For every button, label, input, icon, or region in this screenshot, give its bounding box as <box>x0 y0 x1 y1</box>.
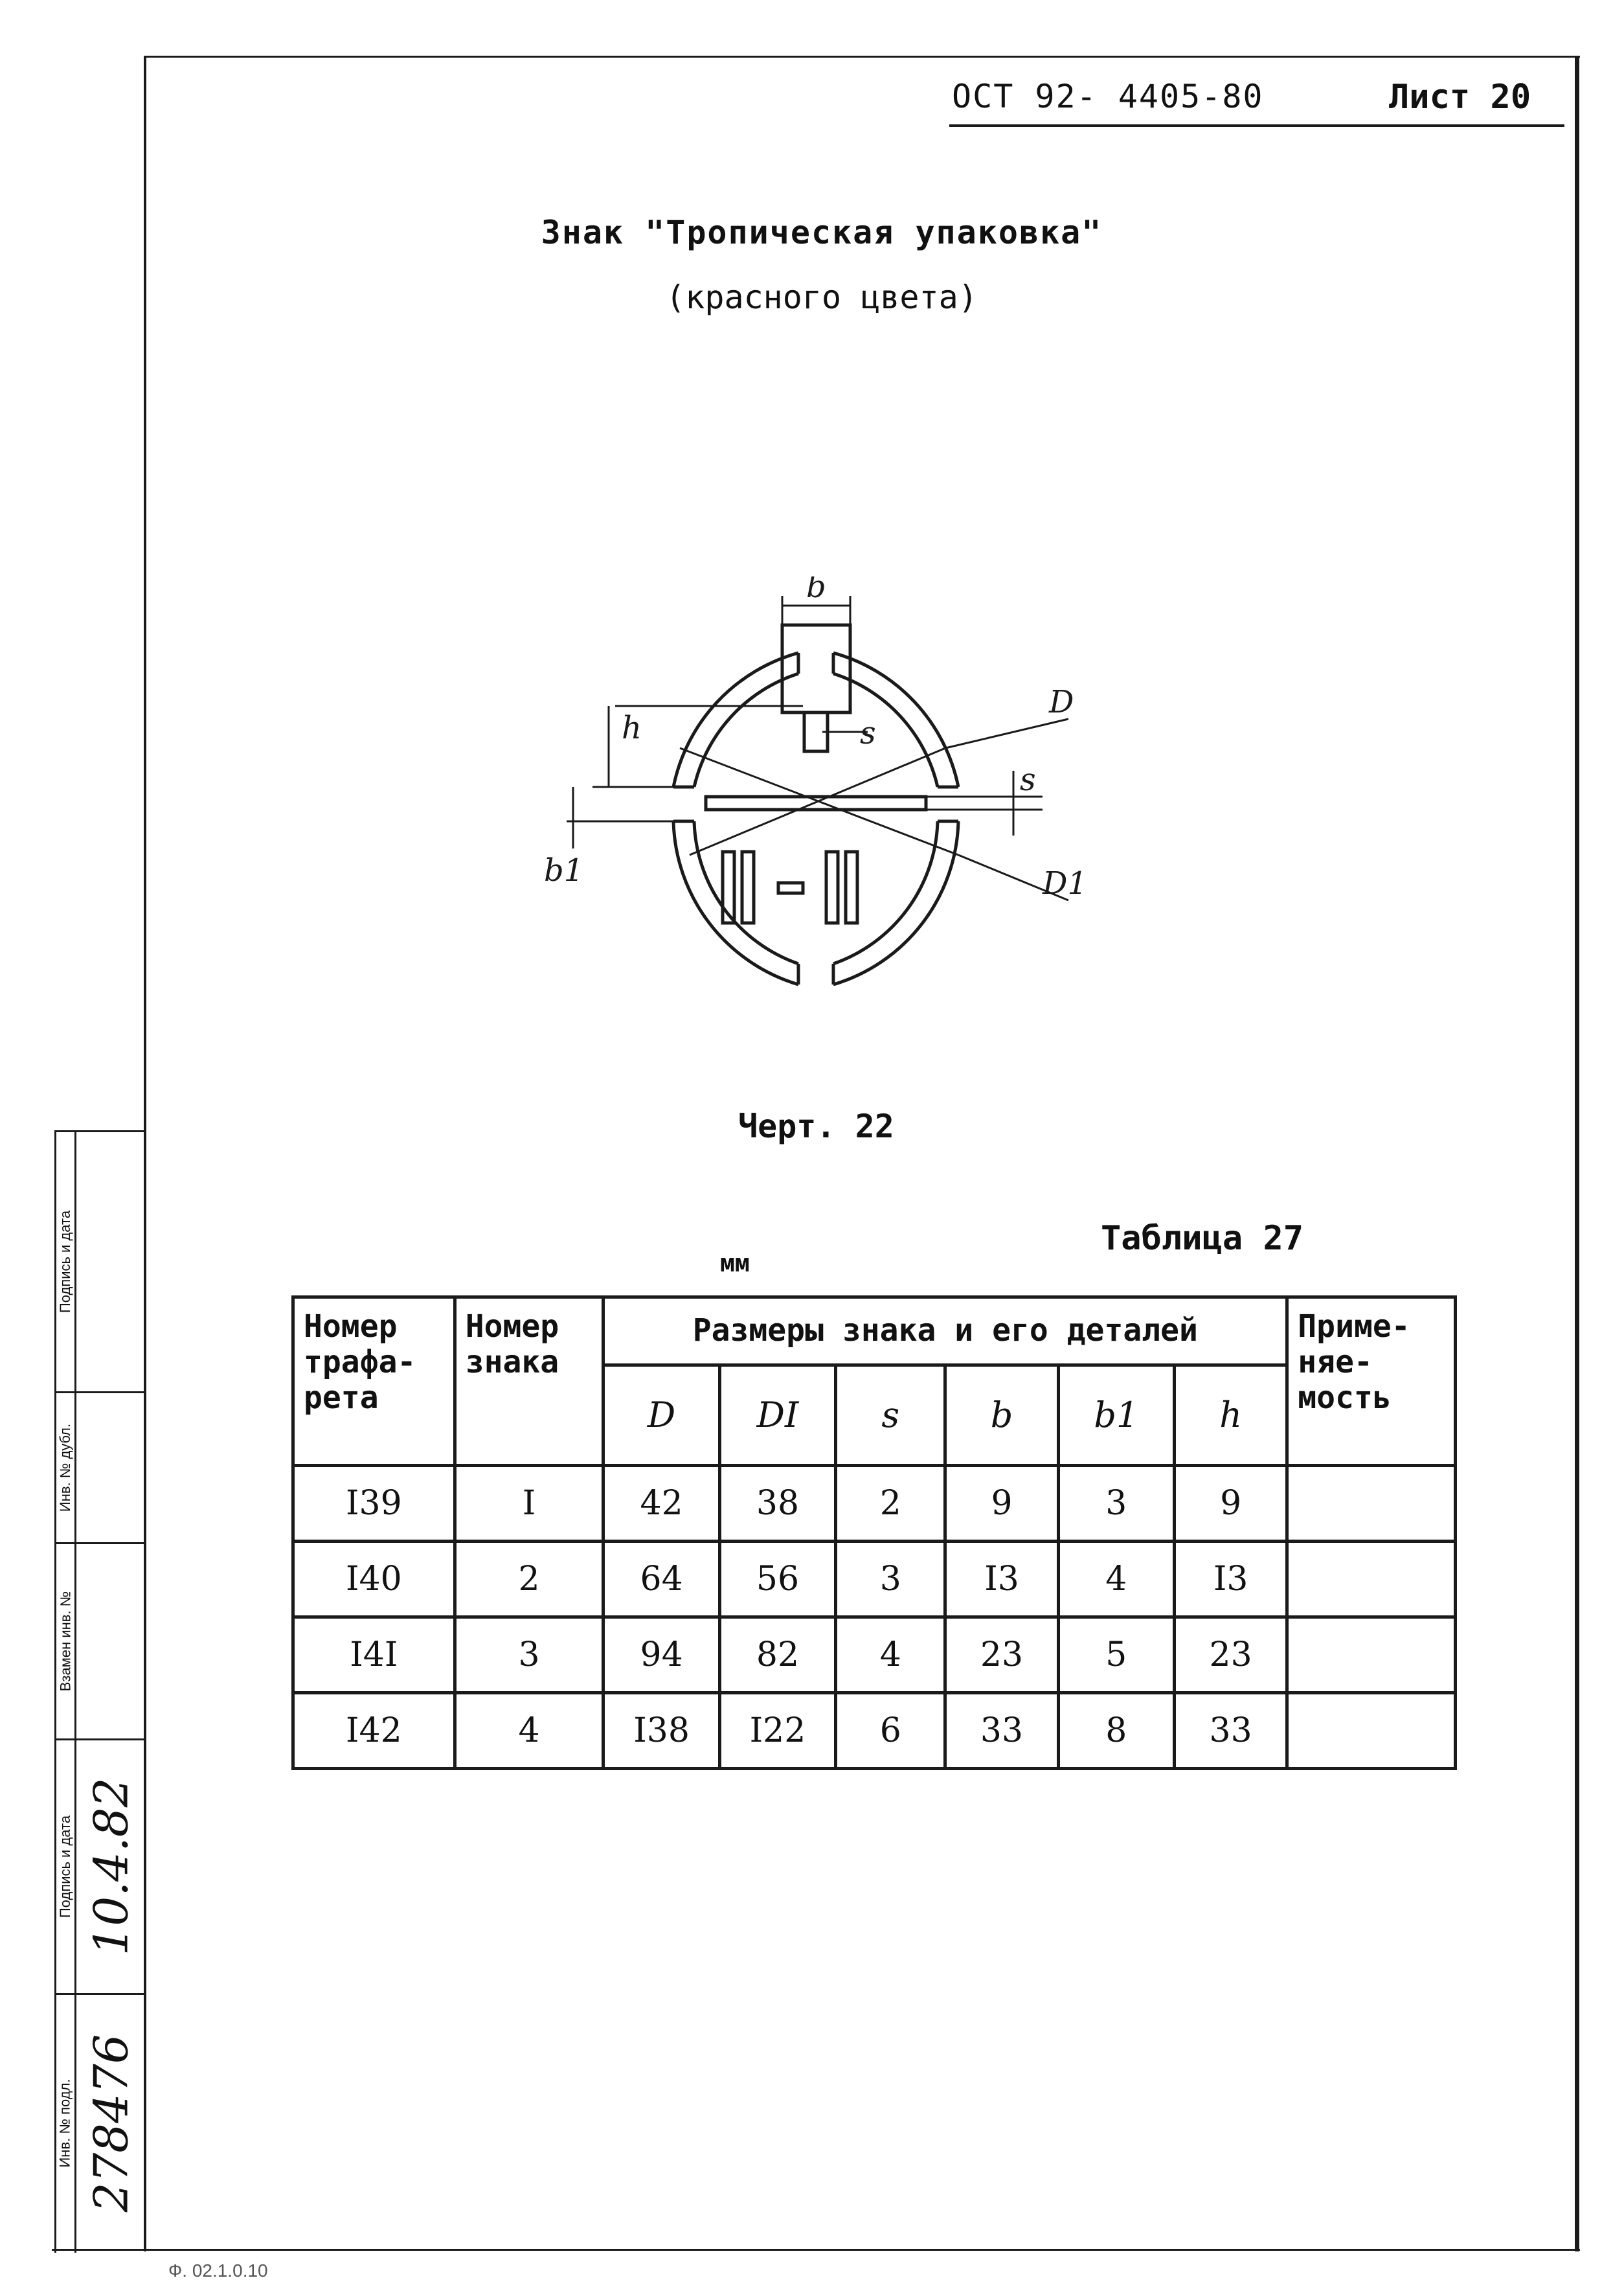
label-D: D <box>1049 684 1074 720</box>
cell-b1: 5 <box>1058 1617 1174 1693</box>
document-code: ОСТ 92- 4405-80 <box>952 78 1264 115</box>
stamp-label-replace: Взамен инв. № <box>57 1591 74 1692</box>
page-title: Знак "Тропическая упаковка" <box>541 214 1103 251</box>
cell-b1: 3 <box>1058 1466 1174 1542</box>
cell-h: 9 <box>1174 1466 1287 1542</box>
cell-b: 33 <box>945 1693 1058 1769</box>
figure-caption: Черт. 22 <box>738 1108 894 1145</box>
label-h: h <box>622 710 642 746</box>
col-b1-header: b1 <box>1058 1365 1174 1466</box>
cell-D1: I22 <box>719 1693 835 1769</box>
col-applicability-header: Приме- няе- мость <box>1287 1297 1456 1466</box>
ring-outer-upper-left <box>673 653 798 787</box>
col-h-header: h <box>1174 1365 1287 1466</box>
cell-b1: 8 <box>1058 1693 1174 1769</box>
cell-D: 94 <box>603 1617 719 1693</box>
table-row <box>293 1617 1456 1693</box>
col-s-header: s <box>836 1365 945 1466</box>
frame-right-border <box>1575 56 1579 2251</box>
label-s: s <box>860 715 876 751</box>
cell-s: 6 <box>836 1693 945 1769</box>
cell-s: 2 <box>836 1466 945 1542</box>
stamp-sign-date-value: 10.4.82 <box>84 1777 139 1956</box>
stamp-orig-value: 278476 <box>84 2034 139 2212</box>
ring-outer-lower-right <box>833 821 958 985</box>
table-row <box>293 1466 1456 1542</box>
cell-D1: 56 <box>719 1542 835 1617</box>
dimensions-table <box>291 1295 1457 1770</box>
sign-drawing-svg <box>531 576 1114 1030</box>
margin-stamp-block <box>54 1130 146 2253</box>
col-D1-header: DI <box>719 1365 835 1466</box>
cell-h: 23 <box>1174 1617 1287 1693</box>
stamp-label-sign-date-top: Подпись и дата <box>57 1210 74 1314</box>
cell-sign: I <box>455 1466 603 1542</box>
stamp-label-orig: Инв. № подл. <box>57 2078 74 2168</box>
frame-bottom-border <box>52 2249 1580 2251</box>
cell-stencil: I42 <box>293 1693 455 1769</box>
cell-h: 33 <box>1174 1693 1287 1769</box>
cell-applicability <box>1287 1693 1456 1769</box>
cell-D1: 82 <box>719 1617 835 1693</box>
cell-b: 9 <box>945 1466 1058 1542</box>
cell-applicability <box>1287 1617 1456 1693</box>
col-dimensions-group-header: Размеры знака и его деталей <box>603 1297 1287 1365</box>
cell-b: I3 <box>945 1542 1058 1617</box>
label-b: b <box>806 576 826 605</box>
stamp-label-sign-date: Подпись и дата <box>57 1815 74 1919</box>
table-row <box>293 1542 1456 1617</box>
cell-s: 4 <box>836 1617 945 1693</box>
cell-stencil: I40 <box>293 1542 455 1617</box>
footer-note: Ф. 02.1.0.10 <box>168 2261 268 2281</box>
cell-D1: 38 <box>719 1466 835 1542</box>
col-stencil-header: Номер трафа- рета <box>293 1297 455 1466</box>
cell-applicability <box>1287 1466 1456 1542</box>
cell-b: 23 <box>945 1617 1058 1693</box>
label-s-right: s <box>1020 762 1036 798</box>
header-underline <box>949 124 1564 127</box>
page-subtitle: (красного цвета) <box>666 279 978 316</box>
table-row <box>293 1693 1456 1769</box>
table-header-row <box>293 1297 1456 1365</box>
cell-sign: 4 <box>455 1693 603 1769</box>
col-sign-header: Номер знака <box>455 1297 603 1466</box>
table-label: Таблица 27 <box>1101 1219 1304 1258</box>
cell-stencil: I4I <box>293 1617 455 1693</box>
cell-D: 64 <box>603 1542 719 1617</box>
cell-h: I3 <box>1174 1542 1287 1617</box>
ring-inner-lower-right <box>833 821 938 964</box>
unit-label: мм <box>720 1249 750 1277</box>
t-shape-head <box>782 625 850 712</box>
col-D-header: D <box>603 1365 719 1466</box>
cell-D: 42 <box>603 1466 719 1542</box>
label-b1: b1 <box>544 852 584 889</box>
cell-D: I38 <box>603 1693 719 1769</box>
frame-top-border <box>144 56 1580 58</box>
cell-b1: 4 <box>1058 1542 1174 1617</box>
label-D1: D1 <box>1043 865 1088 902</box>
cell-sign: 3 <box>455 1617 603 1693</box>
col-b-header: b <box>945 1365 1058 1466</box>
sign-drawing <box>531 576 1114 1030</box>
cell-s: 3 <box>836 1542 945 1617</box>
cell-stencil: I39 <box>293 1466 455 1542</box>
cell-sign: 2 <box>455 1542 603 1617</box>
ring-outer-upper-right <box>833 653 958 787</box>
sheet-number: Лист 20 <box>1389 78 1531 117</box>
cell-applicability <box>1287 1542 1456 1617</box>
stamp-label-dup: Инв. № дубл. <box>57 1423 74 1512</box>
